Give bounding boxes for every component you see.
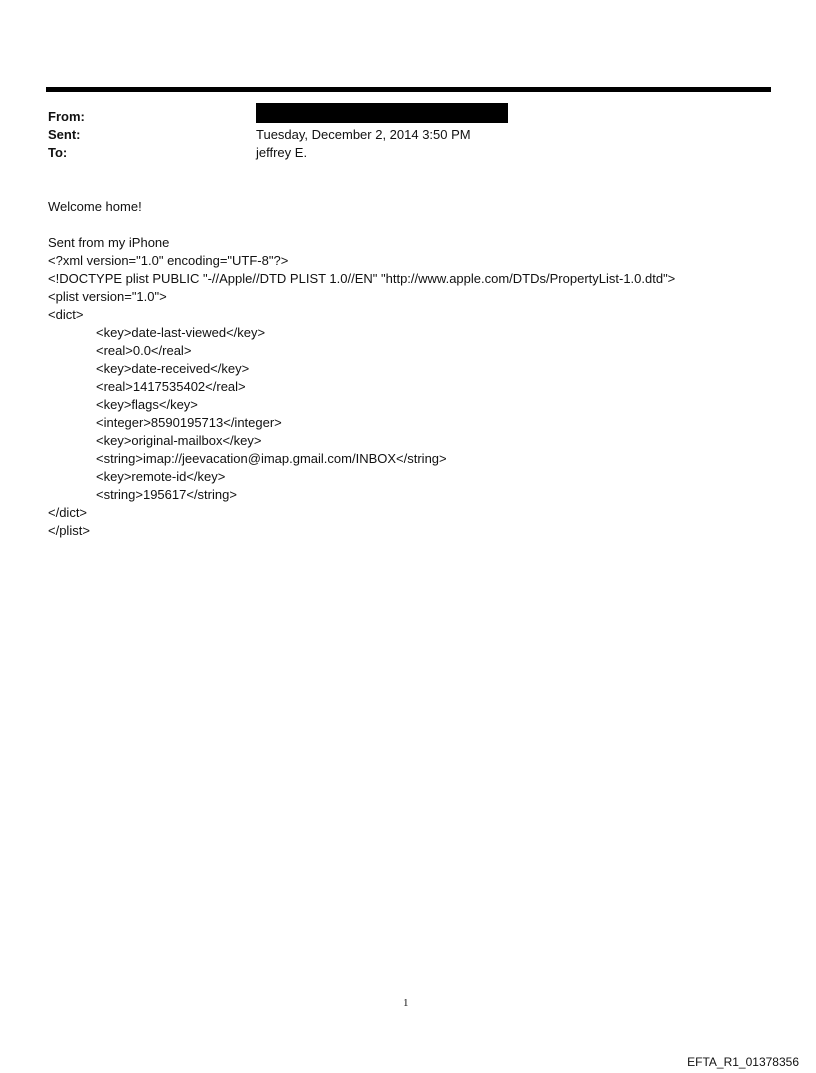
document-id: EFTA_R1_01378356 xyxy=(687,1055,799,1069)
plist-line: <string>195617</string> xyxy=(96,487,237,502)
sent-label: Sent: xyxy=(48,127,81,142)
plist-line: <!DOCTYPE plist PUBLIC "-//Apple//DTD PLIST 1.0//EN" "http://www.apple.com/DTDs/PropertyList-1.0.dtd"> xyxy=(48,271,676,286)
plist-line: <real>1417535402</real> xyxy=(96,379,246,394)
plist-line: <integer>8590195713</integer> xyxy=(96,415,282,430)
plist-line: <string>imap://jeevacation@imap.gmail.com/INBOX</string> xyxy=(96,451,447,466)
to-value: jeffrey E. xyxy=(256,145,308,160)
from-redaction xyxy=(256,103,508,123)
plist-line: <key>flags</key> xyxy=(96,397,198,412)
plist-line: <key>remote-id</key> xyxy=(96,469,226,484)
plist-line: <real>0.0</real> xyxy=(96,343,192,358)
greeting-text: Welcome home! xyxy=(48,199,142,214)
plist-line: </plist> xyxy=(48,523,90,538)
to-label: To: xyxy=(48,145,68,160)
plist-line: <plist version="1.0"> xyxy=(48,289,167,304)
header-rule xyxy=(46,87,771,92)
plist-line: <dict> xyxy=(48,307,84,322)
sent-value: Tuesday, December 2, 2014 3:50 PM xyxy=(256,127,471,142)
plist-line: </dict> xyxy=(48,505,88,520)
from-label: From: xyxy=(48,109,85,124)
signature-text: Sent from my iPhone xyxy=(48,235,170,250)
plist-line: <key>date-last-viewed</key> xyxy=(96,325,266,340)
page-number: 1 xyxy=(403,997,409,1009)
plist-line: <key>original-mailbox</key> xyxy=(96,433,262,448)
plist-line: <?xml version="1.0" encoding="UTF-8"?> xyxy=(48,253,289,268)
plist-line: <key>date-received</key> xyxy=(96,361,250,376)
